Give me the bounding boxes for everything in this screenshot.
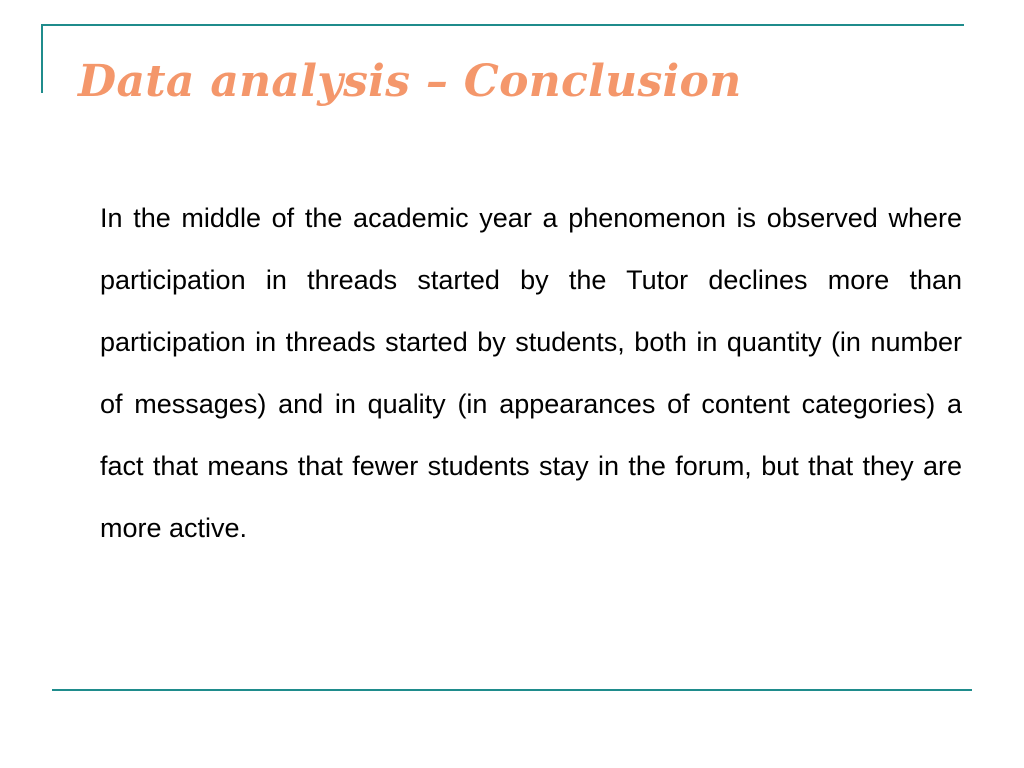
slide-title: Data analysis – Conclusion [78,56,742,107]
slide-body-text: In the middle of the academic year a phenomenon is observed where participation in threads started by the Tutor declines more than participation in threads started by students, both in quantity (in number of messages) and in quality (in appearances of content categories) a fact that means that fewer students stay in the forum, but that they are more active. [100,203,962,543]
accent-line-top [41,24,964,26]
accent-line-bottom [52,689,972,691]
accent-line-left [41,24,43,93]
